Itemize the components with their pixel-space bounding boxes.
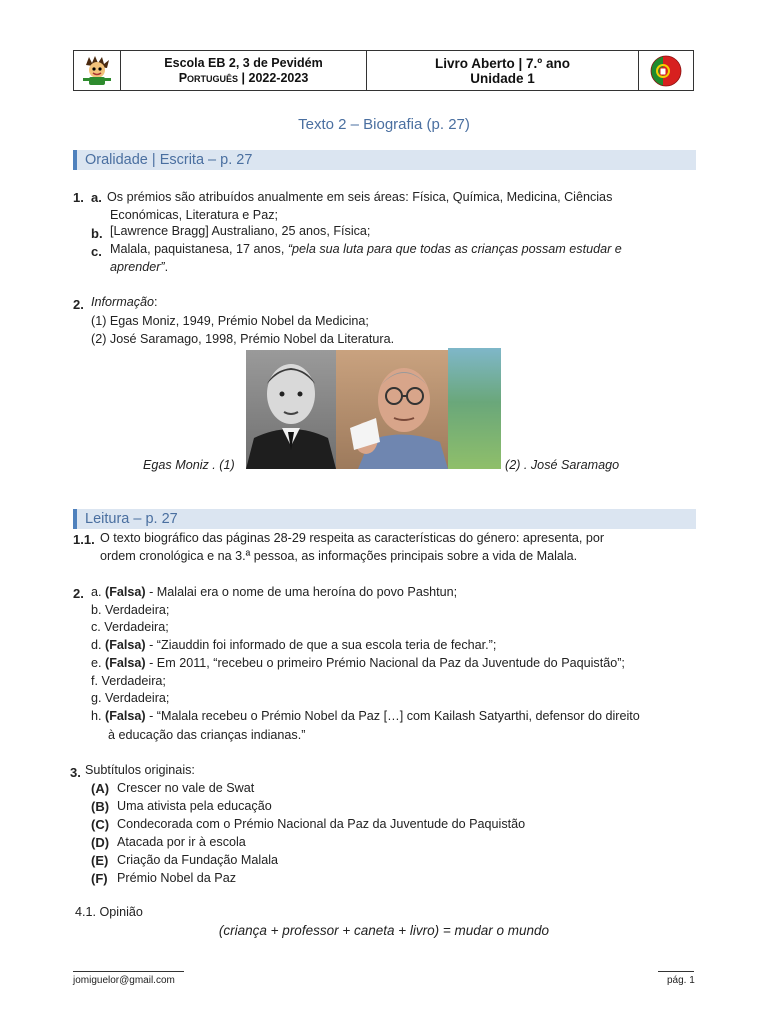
subject-year [179, 71, 309, 86]
header-table [73, 50, 694, 91]
q1c-quote-line1: “pela sua luta para que todas as crianças possam estudar e [287, 242, 622, 256]
subtitle-letter: (B) [91, 799, 110, 814]
tf-item-text: Verdadeira; [105, 691, 170, 706]
unit-title: Unidade 1 [470, 70, 535, 86]
landscape-photo [448, 348, 501, 469]
q3-number: 3. [70, 765, 81, 780]
section-oralidade-heading: Oralidade | Escrita – p. 27 [73, 150, 696, 170]
q2-item-2: (2) José Saramago, 1998, Prémio Nobel da Literatura. [91, 332, 395, 346]
tf-item [91, 637, 496, 655]
q2-leitura-number: 2. [73, 586, 84, 601]
tf-item-letter: c. [91, 620, 105, 635]
q11-number: 1.1. [73, 532, 95, 547]
tf-item-letter: e. [91, 655, 106, 670]
tf-item-h-line2: à educação das crianças indianas.” [108, 728, 306, 742]
q11-text-line1: O texto biográfico das páginas 28-29 respeita as características do género: apresenta, por [100, 531, 605, 545]
tf-item-text: Verdadeira; [101, 673, 166, 688]
q1-number: 1. [73, 190, 84, 205]
book-cell [367, 51, 639, 90]
tf-item-letter: h. [91, 708, 106, 723]
footer-divider-left [73, 971, 184, 972]
subtitle-letter: (C) [91, 817, 110, 832]
q1a-text-line2: Económicas, Literatura e Paz; [110, 208, 278, 222]
tf-item-text: - “Ziauddin foi informado de que a sua escola teria de fechar.”; [145, 638, 497, 653]
q41-label: 4.1. Opinião [75, 905, 143, 919]
school-year: | 2022-2023 [241, 70, 309, 85]
school-cell [121, 51, 367, 90]
tf-item [91, 673, 166, 691]
jose-saramago-photo [336, 350, 448, 469]
page-title: Texto 2 – Biografia (p. 27) [298, 116, 470, 133]
subtitle-letter: (D) [91, 835, 110, 850]
q2-item-1: (1) Egas Moniz, 1949, Prémio Nobel da Medicina; [91, 314, 369, 328]
school-name: Escola EB 2, 3 de Pevidém [164, 55, 323, 70]
q1c-text: Malala, paquistanesa, 17 anos, [110, 242, 288, 256]
q1c-text-line1 [110, 241, 622, 259]
subtitle-letter: (E) [91, 853, 109, 868]
book-title: Livro Aberto | 7.º ano [435, 55, 570, 71]
subtitle-text: Crescer no vale de Swat [117, 781, 255, 795]
tf-item-false-flag: (Falsa) [105, 655, 146, 670]
tf-item-text: Verdadeira; [105, 602, 170, 617]
tf-item-letter: b. [91, 602, 106, 617]
q2-colon: : [154, 295, 158, 309]
tf-item-letter: f. [91, 673, 102, 688]
formula: (criança + professor + caneta + livro) = mudar o mundo [218, 923, 550, 938]
q2-number: 2. [73, 297, 84, 312]
portugal-flag-icon [650, 55, 682, 87]
subtitle-text: Condecorada com o Prémio Nacional da Paz da Juventude do Paquistão [117, 817, 526, 831]
tf-item-false-flag: (Falsa) [105, 638, 146, 653]
mascot-icon [80, 55, 114, 87]
tf-item [91, 584, 457, 602]
subtitle-letter: (A) [91, 781, 110, 796]
footer-email: jomiguelor@gmail.com [73, 975, 175, 986]
q1a-letter: a. [91, 190, 102, 205]
tf-item [91, 619, 169, 637]
tf-item-text: Verdadeira; [104, 620, 169, 635]
school-logo [74, 51, 121, 90]
q1c-end: . [164, 260, 169, 274]
subtitle-letter: (F) [91, 871, 108, 886]
egas-moniz-photo [246, 350, 336, 469]
q1c-letter: c. [91, 244, 102, 259]
q1b-text: [Lawrence Bragg] Australiano, 25 anos, Física; [110, 224, 371, 238]
q1b-letter: b. [91, 226, 103, 241]
tf-item-letter: g. [91, 691, 106, 706]
flag-cell [639, 51, 693, 90]
subtitle-text: Uma ativista pela educação [117, 799, 272, 813]
q1c-text-line2 [110, 259, 168, 277]
tf-item [91, 708, 640, 726]
q2-label: Informação [91, 295, 154, 309]
subject: Português [178, 70, 239, 85]
tf-item-text: - Malalai era o nome de uma heroína do povo Pashtun; [145, 585, 458, 599]
q11-text-line2: ordem cronológica e na 3.ª pessoa, as informações principais sobre a vida de Malala. [100, 549, 578, 563]
footer-divider-right [658, 971, 694, 972]
subtitle-text: Prémio Nobel da Paz [117, 871, 237, 885]
q3-label: Subtítulos originais: [85, 763, 195, 777]
q1c-quote-line2: aprender” [110, 260, 165, 274]
footer-page-number: pág. 1 [667, 975, 695, 986]
tf-item-letter: d. [91, 638, 106, 653]
tf-item-text: - Em 2011, “recebeu o primeiro Prémio Nacional da Paz da Juventude do Paquistão”; [145, 655, 625, 670]
q1a-text-line1: Os prémios são atribuídos anualmente em seis áreas: Física, Química, Medicina, Ciências [107, 190, 613, 204]
subtitle-text: Criação da Fundação Malala [117, 853, 279, 867]
caption-jose-saramago: (2) . José Saramago [505, 458, 620, 472]
q2-label-line [91, 294, 158, 312]
tf-item-false-flag: (Falsa) [105, 708, 146, 723]
tf-item [91, 602, 169, 620]
tf-item [91, 655, 625, 673]
tf-item-text: - “Malala recebeu o Prémio Nobel da Paz […] com Kailash Satyarthi, defensor do direito [145, 708, 640, 723]
subtitle-text: Atacada por ir à escola [117, 835, 246, 849]
tf-item [91, 690, 169, 708]
tf-item-false-flag: (Falsa) [105, 585, 146, 599]
caption-egas-moniz: Egas Moniz . (1) [143, 458, 235, 472]
tf-item-letter: a. [91, 585, 106, 599]
section-leitura-heading: Leitura – p. 27 [73, 509, 696, 529]
